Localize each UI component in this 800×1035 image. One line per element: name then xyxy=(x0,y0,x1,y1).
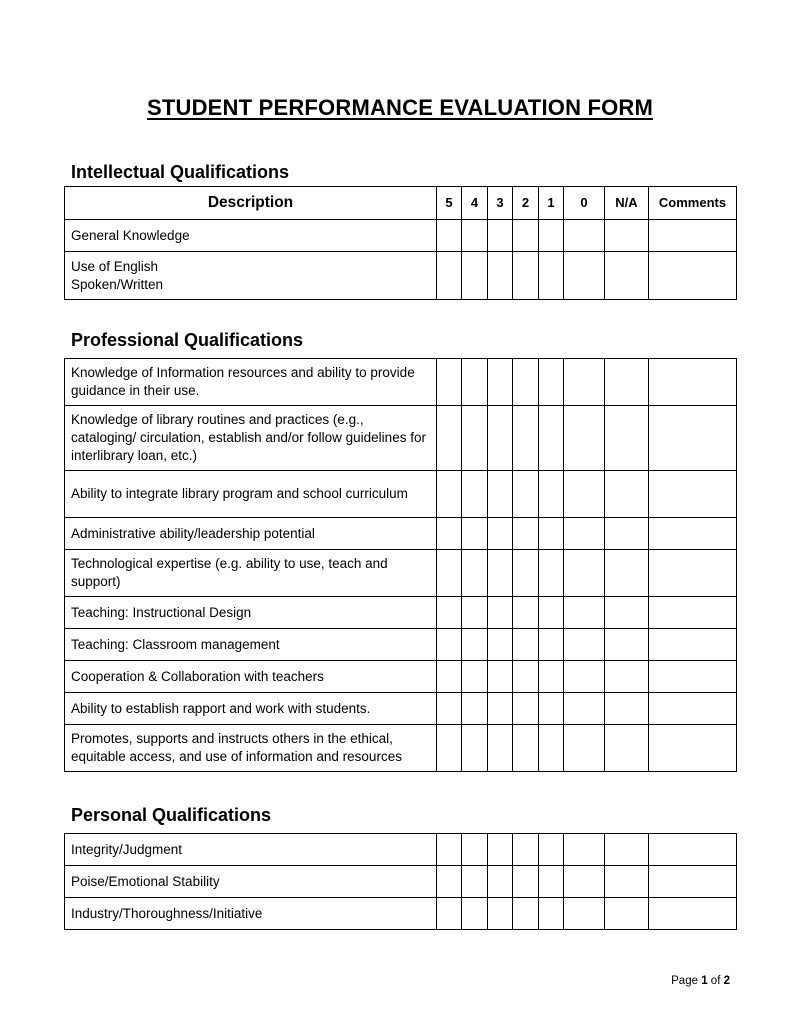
criterion-label: Administrative ability/leadership potential xyxy=(65,518,437,550)
score-cell-5[interactable] xyxy=(437,252,462,300)
score-cell-5[interactable] xyxy=(437,550,462,597)
score-cell-4[interactable] xyxy=(462,252,488,300)
criterion-label: Industry/Thoroughness/Initiative xyxy=(65,898,437,930)
evaluation-row xyxy=(65,518,737,550)
comments-cell[interactable] xyxy=(649,629,737,661)
criterion-label: Ability to integrate library program and school curriculum xyxy=(65,471,437,518)
score-cell-na[interactable] xyxy=(605,834,649,866)
score-cell-4[interactable] xyxy=(462,866,488,898)
score-cell-na[interactable] xyxy=(605,693,649,725)
score-cell-2[interactable] xyxy=(513,550,539,597)
personal-table xyxy=(64,833,737,930)
score-cell-0[interactable] xyxy=(564,866,605,898)
criterion-label: Promotes, supports and instructs others in the ethical, equitable access, and use of information and resources xyxy=(65,725,437,772)
score-cell-1[interactable] xyxy=(539,866,564,898)
score-cell-2[interactable] xyxy=(513,866,539,898)
score-header-5: 5 xyxy=(437,187,462,220)
criterion-label: Cooperation & Collaboration with teachers xyxy=(65,661,437,693)
score-cell-1[interactable] xyxy=(539,597,564,629)
score-cell-na[interactable] xyxy=(605,866,649,898)
professional-table xyxy=(64,358,737,772)
score-cell-3[interactable] xyxy=(488,597,513,629)
score-cell-0[interactable] xyxy=(564,597,605,629)
score-cell-1[interactable] xyxy=(539,550,564,597)
score-cell-na[interactable] xyxy=(605,661,649,693)
score-cell-4[interactable] xyxy=(462,834,488,866)
score-cell-4[interactable] xyxy=(462,725,488,772)
score-cell-na[interactable] xyxy=(605,550,649,597)
evaluation-row xyxy=(65,252,737,300)
score-cell-4[interactable] xyxy=(462,693,488,725)
score-cell-na[interactable] xyxy=(605,406,649,471)
score-header-na: N/A xyxy=(605,187,649,220)
score-cell-0[interactable] xyxy=(564,693,605,725)
score-cell-1[interactable] xyxy=(539,898,564,930)
score-cell-0[interactable] xyxy=(564,834,605,866)
evaluation-row xyxy=(65,550,737,597)
score-cell-na[interactable] xyxy=(605,629,649,661)
score-cell-2[interactable] xyxy=(513,597,539,629)
evaluation-row xyxy=(65,220,737,252)
score-cell-2[interactable] xyxy=(513,834,539,866)
score-cell-5[interactable] xyxy=(437,898,462,930)
score-cell-4[interactable] xyxy=(462,629,488,661)
evaluation-row xyxy=(65,406,737,471)
score-cell-2[interactable] xyxy=(513,406,539,471)
score-cell-3[interactable] xyxy=(488,629,513,661)
score-cell-1[interactable] xyxy=(539,220,564,252)
total-pages-number: 2 xyxy=(723,975,730,987)
evaluation-row xyxy=(65,359,737,406)
of-word: of xyxy=(710,975,721,987)
criterion-label: Use of English Spoken/Written xyxy=(65,252,437,300)
comments-cell[interactable] xyxy=(649,550,737,597)
score-cell-4[interactable] xyxy=(462,471,488,518)
score-cell-4[interactable] xyxy=(462,359,488,406)
score-cell-0[interactable] xyxy=(564,471,605,518)
score-cell-5[interactable] xyxy=(437,629,462,661)
score-header-0: 0 xyxy=(564,187,605,220)
score-cell-1[interactable] xyxy=(539,693,564,725)
header-row xyxy=(65,187,737,220)
score-cell-na[interactable] xyxy=(605,725,649,772)
score-cell-1[interactable] xyxy=(539,406,564,471)
comments-cell[interactable] xyxy=(649,359,737,406)
score-header-1: 1 xyxy=(539,187,564,220)
evaluation-row xyxy=(65,725,737,772)
score-cell-0[interactable] xyxy=(564,252,605,300)
evaluation-row xyxy=(65,693,737,725)
evaluation-row xyxy=(65,898,737,930)
score-cell-5[interactable] xyxy=(437,661,462,693)
score-cell-0[interactable] xyxy=(564,406,605,471)
score-header-4: 4 xyxy=(462,187,488,220)
score-cell-na[interactable] xyxy=(605,471,649,518)
score-cell-1[interactable] xyxy=(539,629,564,661)
score-cell-4[interactable] xyxy=(462,406,488,471)
score-cell-3[interactable] xyxy=(488,693,513,725)
evaluation-row xyxy=(65,629,737,661)
criterion-label: Technological expertise (e.g. ability to use, teach and support) xyxy=(65,550,437,597)
evaluation-row xyxy=(65,471,737,518)
score-cell-3[interactable] xyxy=(488,252,513,300)
score-cell-4[interactable] xyxy=(462,661,488,693)
comments-cell[interactable] xyxy=(649,252,737,300)
score-cell-5[interactable] xyxy=(437,834,462,866)
score-cell-0[interactable] xyxy=(564,661,605,693)
comments-cell[interactable] xyxy=(649,471,737,518)
evaluation-row xyxy=(65,866,737,898)
score-cell-5[interactable] xyxy=(437,725,462,772)
score-cell-0[interactable] xyxy=(564,550,605,597)
form-title: STUDENT PERFORMANCE EVALUATION FORM xyxy=(146,95,654,120)
score-cell-0[interactable] xyxy=(564,220,605,252)
score-cell-1[interactable] xyxy=(539,252,564,300)
evaluation-row xyxy=(65,661,737,693)
section-heading-intellectual: Intellectual Qualifications xyxy=(71,162,290,182)
score-cell-na[interactable] xyxy=(605,359,649,406)
criterion-label: Poise/Emotional Stability xyxy=(65,866,437,898)
score-cell-4[interactable] xyxy=(462,597,488,629)
score-header-3: 3 xyxy=(488,187,513,220)
score-cell-3[interactable] xyxy=(488,550,513,597)
comments-cell[interactable] xyxy=(649,518,737,550)
score-cell-5[interactable] xyxy=(437,220,462,252)
page-footer xyxy=(671,975,730,987)
evaluation-row xyxy=(65,834,737,866)
score-cell-3[interactable] xyxy=(488,661,513,693)
score-cell-1[interactable] xyxy=(539,725,564,772)
score-cell-3[interactable] xyxy=(488,725,513,772)
score-cell-2[interactable] xyxy=(513,359,539,406)
intellectual-table xyxy=(64,186,737,300)
section-heading-personal: Personal Qualifications xyxy=(71,805,272,825)
comments-cell[interactable] xyxy=(649,220,737,252)
score-cell-0[interactable] xyxy=(564,629,605,661)
score-cell-4[interactable] xyxy=(462,518,488,550)
comments-cell[interactable] xyxy=(649,866,737,898)
score-cell-3[interactable] xyxy=(488,898,513,930)
score-header-2: 2 xyxy=(513,187,539,220)
score-cell-0[interactable] xyxy=(564,898,605,930)
score-cell-5[interactable] xyxy=(437,359,462,406)
score-cell-3[interactable] xyxy=(488,406,513,471)
score-cell-5[interactable] xyxy=(437,693,462,725)
score-cell-2[interactable] xyxy=(513,661,539,693)
comments-cell[interactable] xyxy=(649,693,737,725)
score-cell-4[interactable] xyxy=(462,220,488,252)
criterion-label: Teaching: Instructional Design xyxy=(65,597,437,629)
section-heading-professional: Professional Qualifications xyxy=(71,330,304,350)
comments-cell[interactable] xyxy=(649,597,737,629)
criterion-label: Ability to establish rapport and work with students. xyxy=(65,693,437,725)
criterion-label: Teaching: Classroom management xyxy=(65,629,437,661)
score-cell-3[interactable] xyxy=(488,834,513,866)
score-cell-2[interactable] xyxy=(513,518,539,550)
score-cell-2[interactable] xyxy=(513,725,539,772)
score-cell-na[interactable] xyxy=(605,597,649,629)
score-cell-5[interactable] xyxy=(437,518,462,550)
score-cell-1[interactable] xyxy=(539,471,564,518)
score-cell-3[interactable] xyxy=(488,220,513,252)
score-cell-2[interactable] xyxy=(513,693,539,725)
score-cell-na[interactable] xyxy=(605,220,649,252)
score-cell-4[interactable] xyxy=(462,550,488,597)
score-cell-1[interactable] xyxy=(539,359,564,406)
score-cell-0[interactable] xyxy=(564,359,605,406)
score-cell-na[interactable] xyxy=(605,898,649,930)
criterion-label: Integrity/Judgment xyxy=(65,834,437,866)
evaluation-row xyxy=(65,597,737,629)
score-cell-3[interactable] xyxy=(488,866,513,898)
score-cell-3[interactable] xyxy=(488,359,513,406)
score-cell-1[interactable] xyxy=(539,661,564,693)
score-cell-1[interactable] xyxy=(539,834,564,866)
page-word: Page xyxy=(671,975,698,987)
score-cell-2[interactable] xyxy=(513,252,539,300)
score-cell-2[interactable] xyxy=(513,220,539,252)
comments-header: Comments xyxy=(649,187,737,220)
comments-cell[interactable] xyxy=(649,834,737,866)
score-cell-1[interactable] xyxy=(539,518,564,550)
criterion-label: General Knowledge xyxy=(65,220,437,252)
score-cell-4[interactable] xyxy=(462,898,488,930)
description-header: Description xyxy=(65,187,437,220)
comments-cell[interactable] xyxy=(649,898,737,930)
score-cell-na[interactable] xyxy=(605,252,649,300)
criterion-label: Knowledge of Information resources and ability to provide guidance in their use. xyxy=(65,359,437,406)
score-cell-5[interactable] xyxy=(437,471,462,518)
comments-cell[interactable] xyxy=(649,725,737,772)
score-cell-5[interactable] xyxy=(437,406,462,471)
comments-cell[interactable] xyxy=(649,661,737,693)
score-cell-2[interactable] xyxy=(513,629,539,661)
score-cell-3[interactable] xyxy=(488,471,513,518)
score-cell-na[interactable] xyxy=(605,518,649,550)
criterion-label: Knowledge of library routines and practices (e.g., cataloging/ circulation, establish and/or follow guidelines for interlibrary loan, etc.) xyxy=(65,406,437,471)
score-cell-2[interactable] xyxy=(513,898,539,930)
comments-cell[interactable] xyxy=(649,406,737,471)
score-cell-2[interactable] xyxy=(513,471,539,518)
score-cell-0[interactable] xyxy=(564,725,605,772)
score-cell-0[interactable] xyxy=(564,518,605,550)
score-cell-3[interactable] xyxy=(488,518,513,550)
score-cell-5[interactable] xyxy=(437,866,462,898)
score-cell-5[interactable] xyxy=(437,597,462,629)
current-page-number: 1 xyxy=(701,975,708,987)
